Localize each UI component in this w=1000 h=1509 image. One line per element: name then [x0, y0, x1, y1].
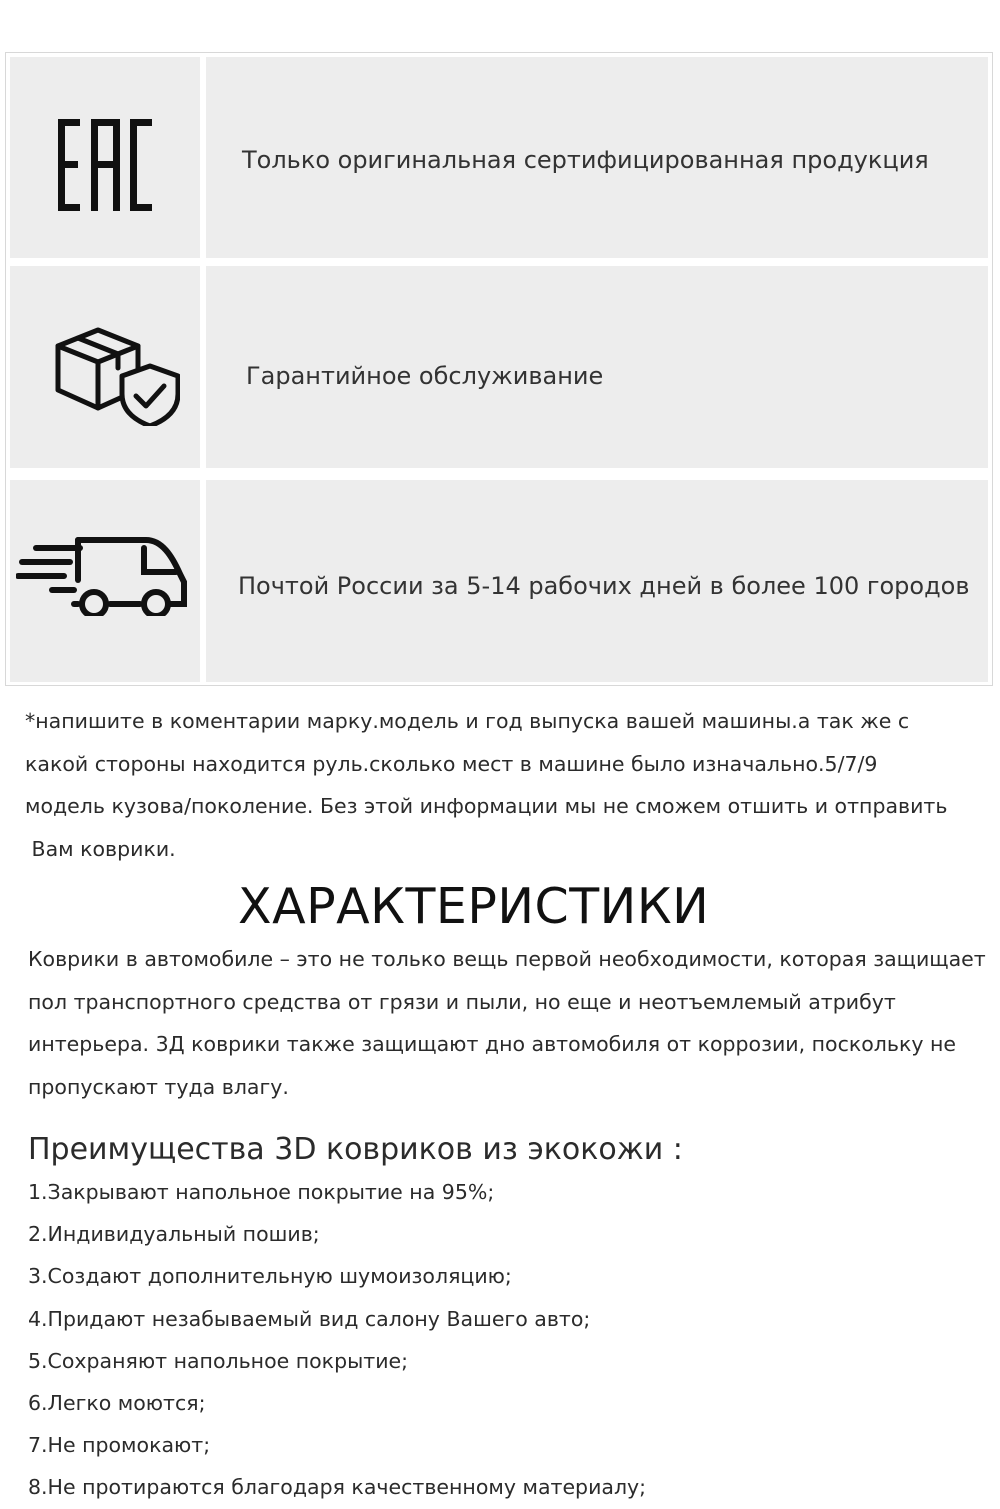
feature-icon-cell [10, 57, 200, 258]
note-line: какой стороны находится руль.сколько мест в машине было изначально.5/7/9 [25, 751, 878, 776]
feature-label: Гарантийное обслуживание [246, 362, 604, 390]
advantage-item: 5.Сохраняют напольное покрытие; [28, 1348, 409, 1373]
feature-text-cell [206, 266, 988, 468]
note-line: *напишите в коментарии марку.модель и год выпуска вашей машины.а так же с [25, 709, 910, 733]
advantage-item: 7.Не промокают; [28, 1433, 211, 1458]
advantage-item: 2.Индивидуальный пошив; [28, 1222, 320, 1247]
feature-icon-cell [10, 266, 200, 468]
description-line: Коврики в автомобиле – это не только вещь первой необходимости, которая защищает [28, 947, 986, 971]
advantages-list [28, 1171, 646, 1509]
description-line: пропускают туда влагу. [28, 1074, 289, 1099]
box-shield-icon [50, 316, 180, 426]
features-panel [5, 52, 993, 686]
description-line: пол транспортного средства от грязи и пыли, но еще и неотъемлемый атрибут [28, 989, 896, 1014]
feature-row-certified [10, 57, 988, 258]
delivery-truck-icon [16, 530, 192, 616]
feature-icon-cell [10, 480, 200, 682]
feature-label: Почтой России за 5-14 рабочих дней в более 100 городов [238, 572, 970, 600]
feature-row-warranty [10, 266, 988, 468]
feature-row-delivery [10, 480, 988, 682]
note-line: модель кузова/поколение. Без этой информации мы не сможем отшить и отправить [25, 794, 948, 818]
advantage-item: 3.Создают дополнительную шумоизоляцию; [28, 1264, 512, 1289]
description-line: интерьера. 3Д коврики также защищают дно автомобиля от коррозии, поскольку не [28, 1032, 957, 1056]
feature-text-cell [206, 57, 988, 258]
advantage-item: 4.Придают незабываемый вид салону Вашего авто; [28, 1306, 591, 1331]
note-line: Вам коврики. [25, 836, 176, 861]
eac-mark-icon [58, 119, 152, 211]
feature-text-cell [206, 480, 988, 682]
description [28, 938, 986, 1108]
advantage-item: 8.Не протираются благодаря качественному материалу; [28, 1475, 647, 1500]
advantage-item: 6.Легко моются; [28, 1391, 206, 1416]
order-note [25, 700, 985, 870]
advantage-item: 1.Закрывают напольное покрытие на 95%; [28, 1180, 495, 1204]
advantages-title: Преимущества 3D ковриков из экокожи : [28, 1132, 683, 1167]
characteristics-heading: ХАРАКТЕРИСТИКИ [238, 878, 710, 935]
feature-label: Только оригинальная сертифицированная продукция [242, 146, 929, 174]
